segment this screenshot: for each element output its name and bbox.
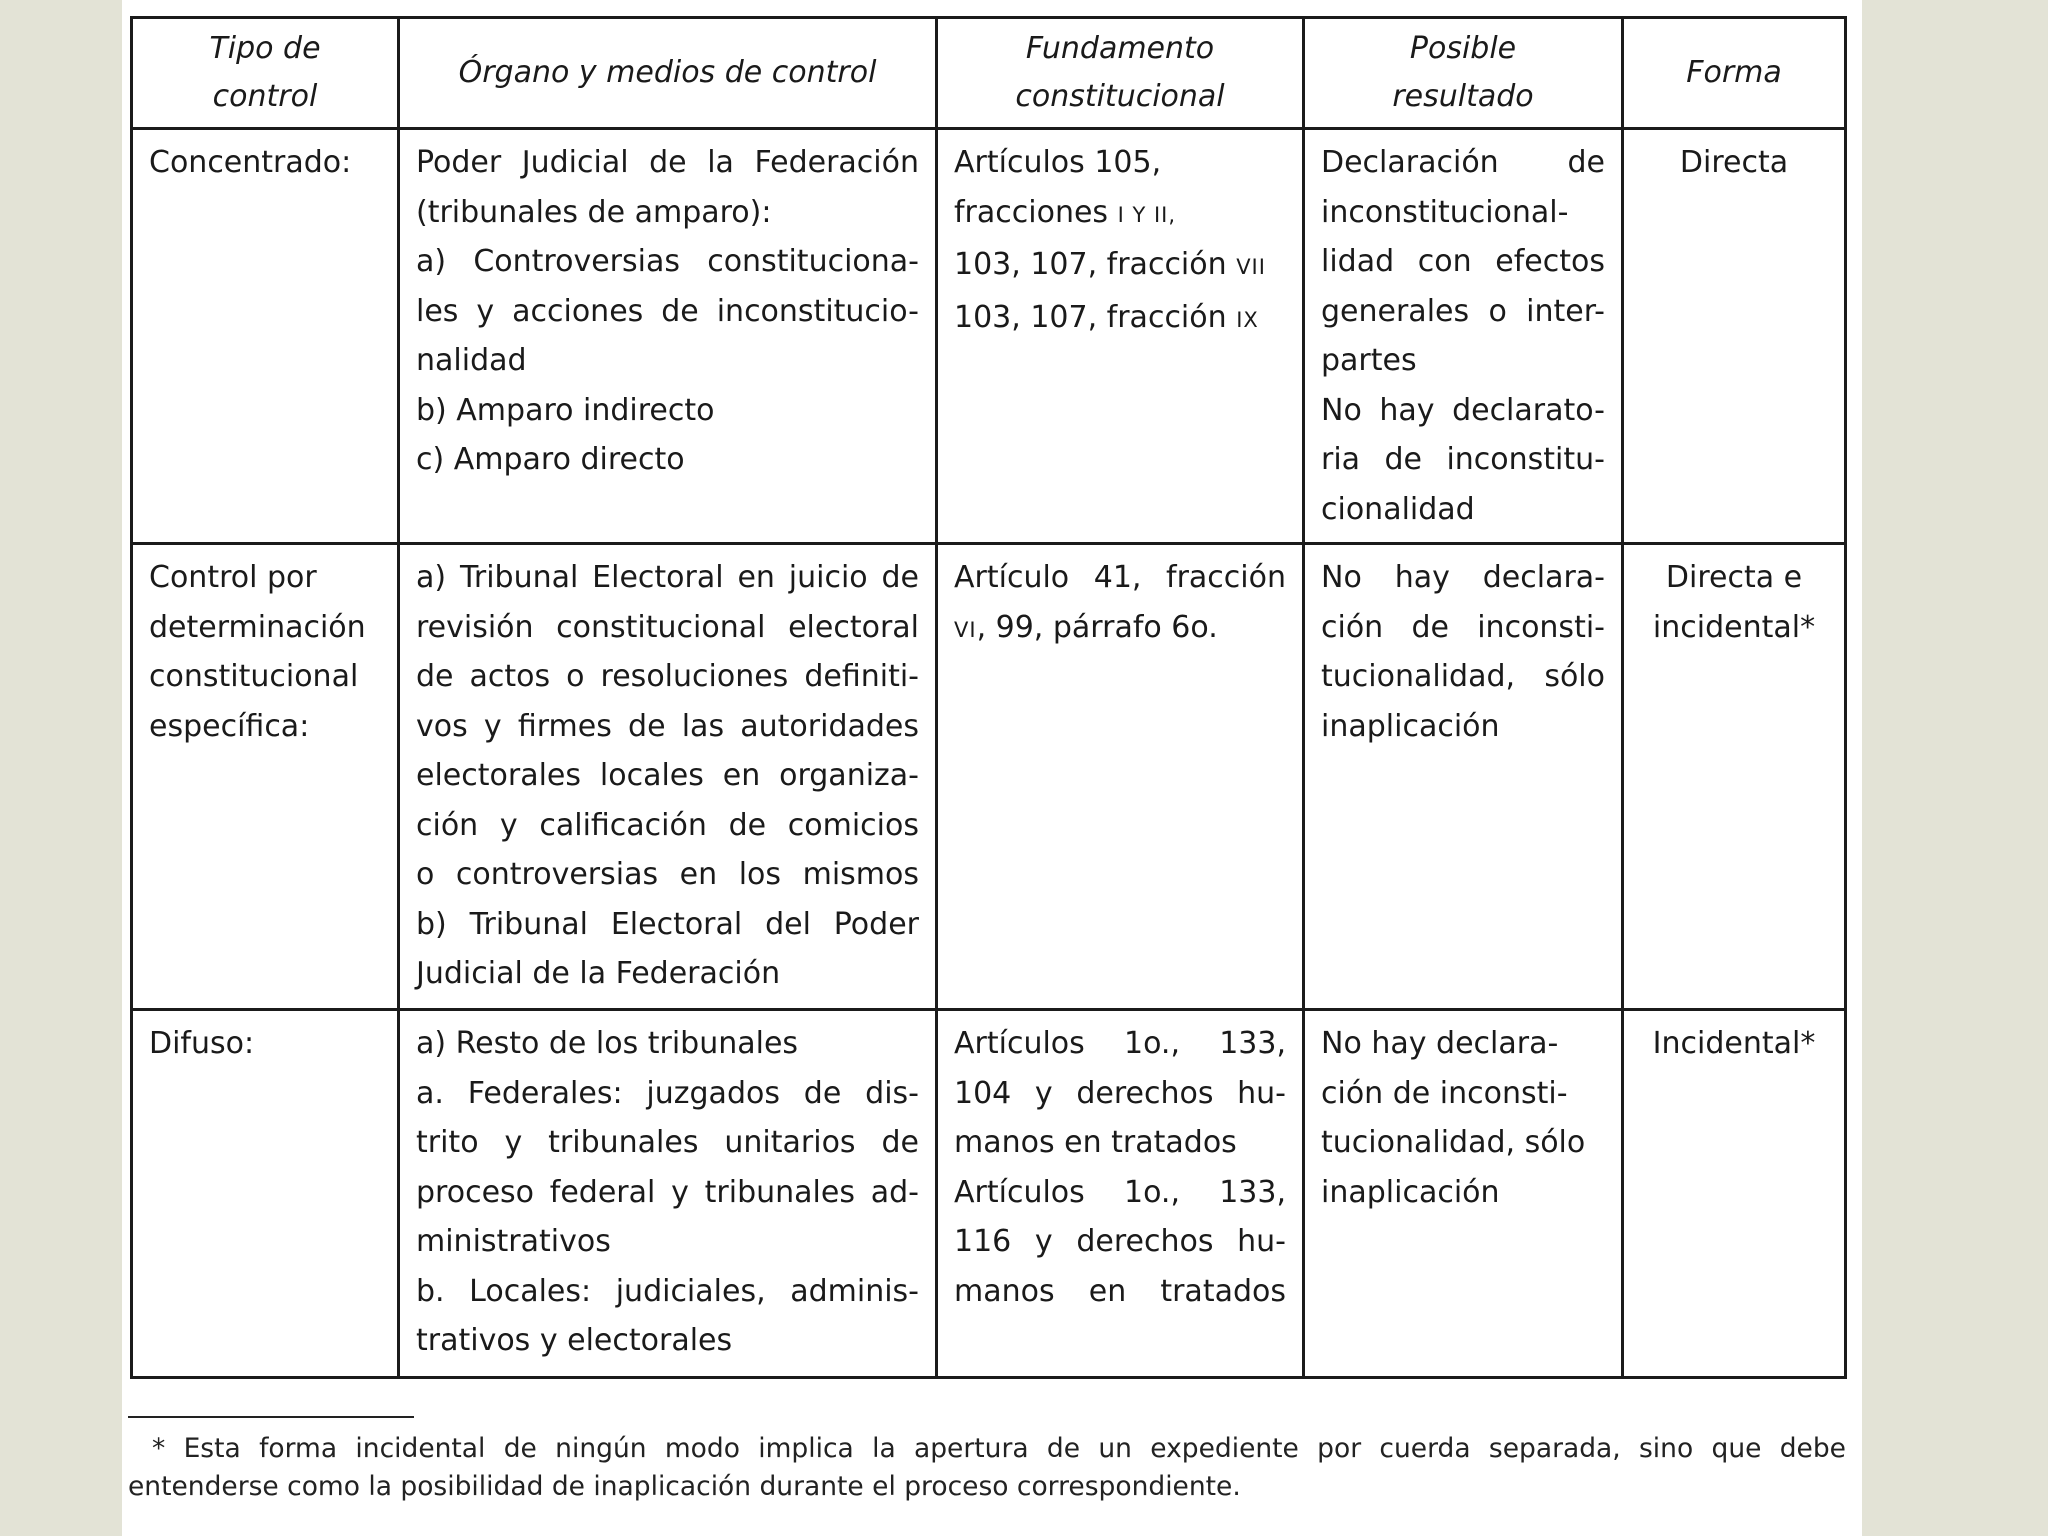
cell-forma: Directa <box>1623 129 1846 544</box>
table-row-especifica <box>132 544 1846 1010</box>
header-tipo: Tipo de control <box>132 18 399 129</box>
table-row-difuso <box>132 1010 1846 1378</box>
header-row <box>132 18 1846 129</box>
cell-fundamento: Artículo 41, fracción VI, 99, párrafo 6o. <box>937 544 1304 1010</box>
cell-fundamento: Artículos 1o., 133, 104 y derechos hu- manos en tratados Artículos 1o., 133, 116 y derechos hu- manos en tratados <box>937 1010 1304 1378</box>
cell-organo: Poder Judicial de la Federación (tribunales de amparo): a) Controversias constituciona- les y acciones de inconstitucio- nalidad b) Amparo indirecto c) Amparo directo <box>399 129 937 544</box>
control-table <box>130 16 1847 1379</box>
cell-organo: a) Tribunal Electoral en juicio de revisión constitucional electoral de actos o resoluciones definiti- vos y firmes de las autoridades electorales locales en organiza- ción y calificación de comicios o controversias en los mismos b) Tribunal Electoral del Poder Judicial de la Federación <box>399 544 937 1010</box>
table-row-concentrado <box>132 129 1846 544</box>
cell-forma: Incidental* <box>1623 1010 1846 1378</box>
cell-organo: a) Resto de los tribunales a. Federales: juzgados de dis- trito y tribunales unitarios de proceso federal y tribunales ad- ministrativos b. Locales: judiciales, adminis- trativos y electorales <box>399 1010 937 1378</box>
cell-posible: Declaración de inconstitucional- lidad con efectos generales o inter- partes No hay declarato- ria de inconstitu- cionalidad <box>1304 129 1623 544</box>
cell-tipo: Concentrado: <box>132 129 399 544</box>
cell-tipo: Difuso: <box>132 1010 399 1378</box>
document-page <box>122 0 1862 1536</box>
header-fundamento: Fundamento constitucional <box>937 18 1304 129</box>
cell-tipo: Control por determinación constitucional específica: <box>132 544 399 1010</box>
cell-forma: Directa e incidental* <box>1623 544 1846 1010</box>
cell-fundamento: Artículos 105, fracciones I Y II, 103, 107, fracción VII 103, 107, fracción IX <box>937 129 1304 544</box>
header-organo: Órgano y medios de control <box>399 18 937 129</box>
footnote: * Esta forma incidental de ningún modo implica la apertura de un expediente por cuerda separada, sino que debe entenderse como la posibilidad de inaplicación durante el proceso correspondiente. <box>128 1433 1846 1502</box>
header-forma: Forma <box>1623 18 1846 129</box>
footnote-rule <box>128 1416 414 1418</box>
header-posible: Posible resultado <box>1304 18 1623 129</box>
cell-posible: No hay declara- ción de inconsti- tucionalidad, sólo inaplicación <box>1304 1010 1623 1378</box>
cell-posible: No hay declara- ción de inconsti- tucionalidad, sólo inaplicación <box>1304 544 1623 1010</box>
